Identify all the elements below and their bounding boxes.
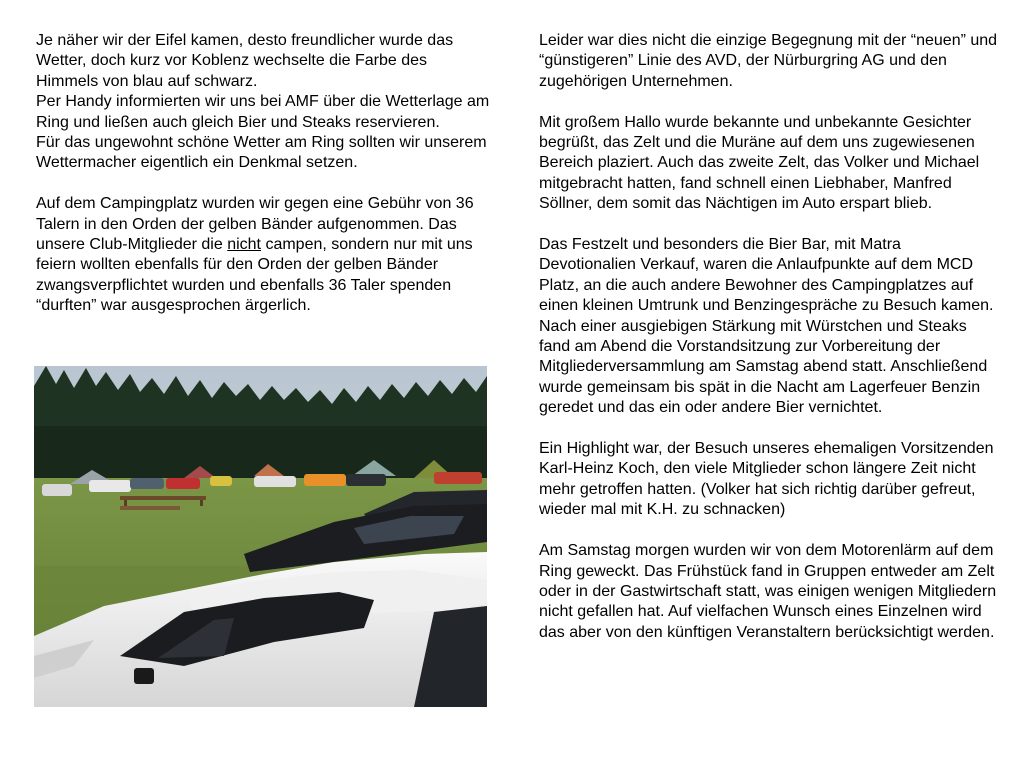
text-span: campen, sondern nur mit uns feiern wollten ebenfalls für den Orden der gelben Bänder zwangsverpflichtet wurden und ebenfalls 36 Taler spenden “durften” war ausgesprochen ärgerlich. [36, 236, 473, 315]
campsite-photo [34, 366, 487, 707]
right-column [539, 31, 999, 664]
campsite-paragraph [36, 194, 492, 316]
text-line: Das Festzelt und besonders die Bier Bar, mit Matra Devotionalien Verkauf, waren die Anlaufpunkte auf dem MCD Platz, an die auch andere Bewohner des Campingplatzes auf einen kleinen Umtrunk und Benzingespräche zu Besuch kamen. [539, 236, 994, 315]
saturday-paragraph: Am Samstag morgen wurden wir von dem Motorenlärm auf dem Ring geweckt. Das Frühstück fand in Gruppen entweder am Zelt oder in der Gastwirtschaft statt, was einigen wenigen Mitgliedern nicht gefallen hat. Auf vielfachen Wunsch eines Einzelnen wird das aber von den künftigen Veranstaltern berücksichtigt werden. [539, 542, 997, 641]
campsite-photo-drawing [34, 366, 487, 707]
greeting-paragraph: Mit großem Hallo wurde bekannte und unbekannte Gesichter begrüßt, das Zelt und die Muräne auf dem uns zugewiesenen Bereich plaziert. Auch das zweite Zelt, das Volker und Michael mitgebracht hatten, fand schnell einen Liebhaber, Manfred Söllner, dem somit das Nächtigen im Auto erspart blieb. [539, 113, 980, 213]
underlined-word: nicht [227, 236, 261, 254]
text-line: Per Handy informierten wir uns bei AMF über die Wetterlage am Ring und ließen auch gleich Bier und Steaks reservieren. [36, 93, 490, 131]
weather-paragraph [36, 31, 492, 174]
text-line: Nach einer ausgiebigen Stärkung mit Würstchen und Steaks fand am Abend die Vorstandsitzung zur Vorbereitung der Mitgliederversammlung am Samstag abend statt. Anschließend wurde gemeinsam bis spät in die Nacht am Lagerfeuer Benzin geredet und das ein oder andere Bier vernichtet. [539, 317, 988, 417]
text-span: Auf dem Campingplatz wurden wir gegen eine Gebühr von 36 Talern in den Orden der gelben Bänder aufgenommen. Das unsere Club-Mitglieder die [36, 195, 474, 254]
left-column [36, 31, 492, 337]
highlight-paragraph: Ein Highlight war, der Besuch unseres ehemaligen Vorsitzenden Karl-Heinz Koch, den viele Mitglieder schon längere Zeit nicht mehr getroffen hatten. (Volker hat sich richtig darüber gefreut, wieder mal mit K.H. zu schnacken) [539, 440, 994, 519]
festzelt-paragraph [539, 235, 999, 419]
text-line: Je näher wir der Eifel kamen, desto freundlicher wurde das Wetter, doch kurz vor Koblenz wechselte die Farbe des Himmels von blau auf schwarz. [36, 32, 454, 90]
text-line: Für das ungewohnt schöne Wetter am Ring sollten wir unserem Wettermacher eigentlich ein Denkmal setzen. [36, 134, 487, 172]
avd-paragraph: Leider war dies nicht die einzige Begegnung mit der “neuen” und “günstigeren” Linie des AVD, der Nürburgring AG und den zugehörigen Unternehmen. [539, 32, 998, 90]
